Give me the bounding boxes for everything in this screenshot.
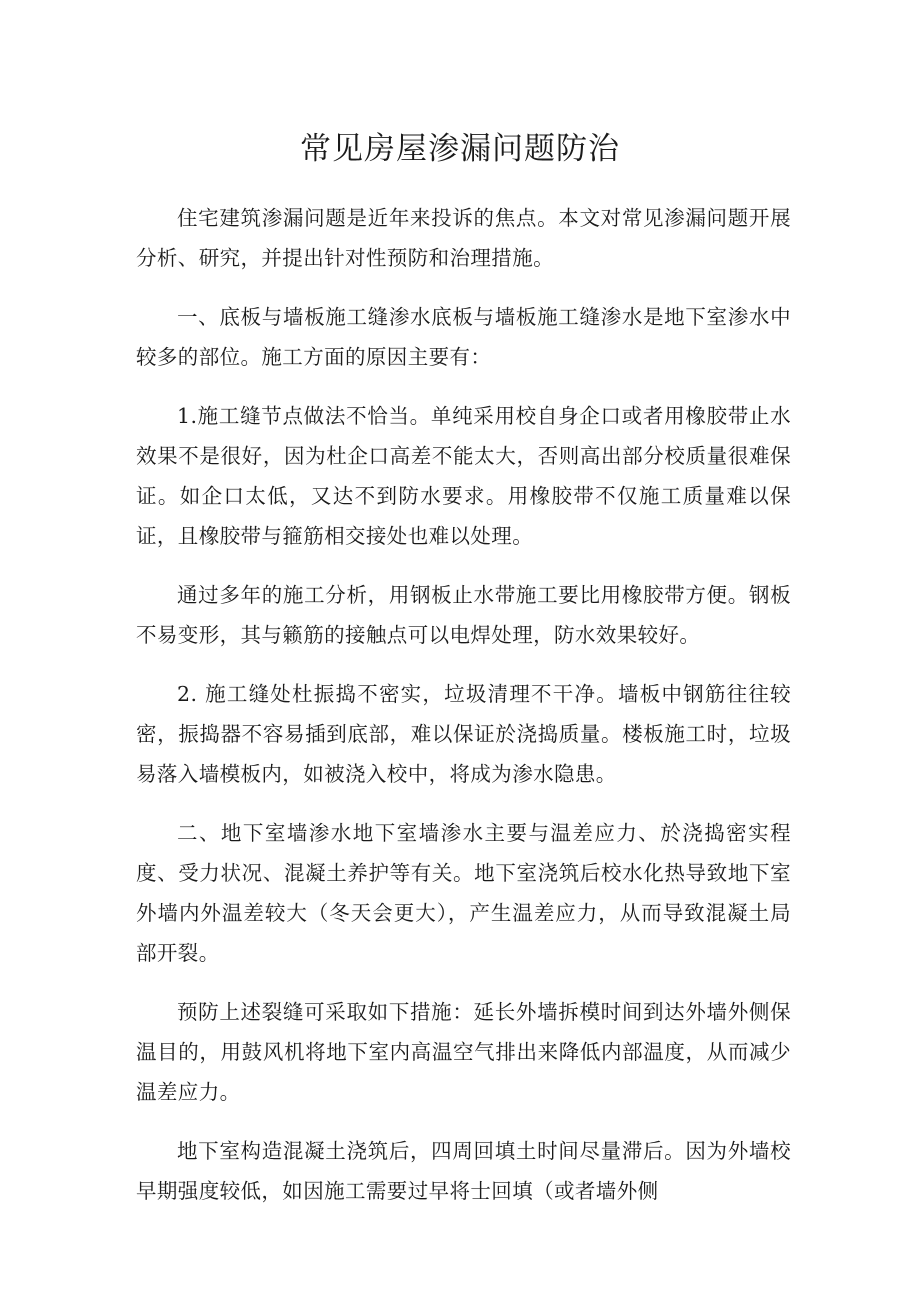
paragraph-backfill: 地下室构造混凝土浇筑后，四周回填土时间尽量滞后。因为外墙校早期强度较低，如因施工需要过早将士回填（或者墙外侧 xyxy=(136,1139,791,1203)
paragraph-section-2: 二、地下室墙渗水地下室墙渗水主要与温差应力、於浇捣密实程度、受力状况、混凝土养护等有关。地下室浇筑后校水化热导致地下室外墙内外温差较大（冬天会更大），产生温差应力，从而导致混凝土局部开裂。 xyxy=(136,821,791,965)
document-title: 常见房屋渗漏问题防治 xyxy=(300,131,620,167)
paragraph-item-1: 1.施工缝节点做法不恰当。单纯采用校自身企口或者用橡胶带止水效果不是很好，因为杜企口高差不能太大，否则高出部分校质量很难保证。如企口太低，又达不到防水要求。用橡胶带不仅施工质量难以保证，且橡胶带与箍筋相交接处也难以处理。 xyxy=(136,404,791,548)
paragraph-section-1: 一、底板与墙板施工缝渗水底板与墙板施工缝渗水是地下室渗水中较多的部位。施工方面的原因主要有： xyxy=(136,305,791,369)
document-body xyxy=(136,198,791,1230)
paragraph-steel-waterstop: 通过多年的施工分析，用钢板止水带施工要比用橡胶带方便。钢板不易变形，其与籁筋的接触点可以电焊处理，防水效果较好。 xyxy=(136,583,791,647)
paragraph-intro: 住宅建筑渗漏问题是近年来投诉的焦点。本文对常见渗漏问题开展分析、研究，并提出针对性预防和治理措施。 xyxy=(136,206,791,270)
paragraph-prevention: 预防上述裂缝可采取如下措施：延长外墙拆模时间到达外墙外侧保温目的，用鼓风机将地下室内高温空气排出来降低内部温度，从而减少温差应力。 xyxy=(136,1000,791,1104)
paragraph-item-2: 2. 施工缝处杜振捣不密实，垃圾清理不干净。墙板中钢筋往往较密，振捣器不容易插到底部，难以保证於浇捣质量。楼板施工时，垃圾易落入墙模板内，如被浇入校中，将成为渗水隐患。 xyxy=(136,682,791,786)
